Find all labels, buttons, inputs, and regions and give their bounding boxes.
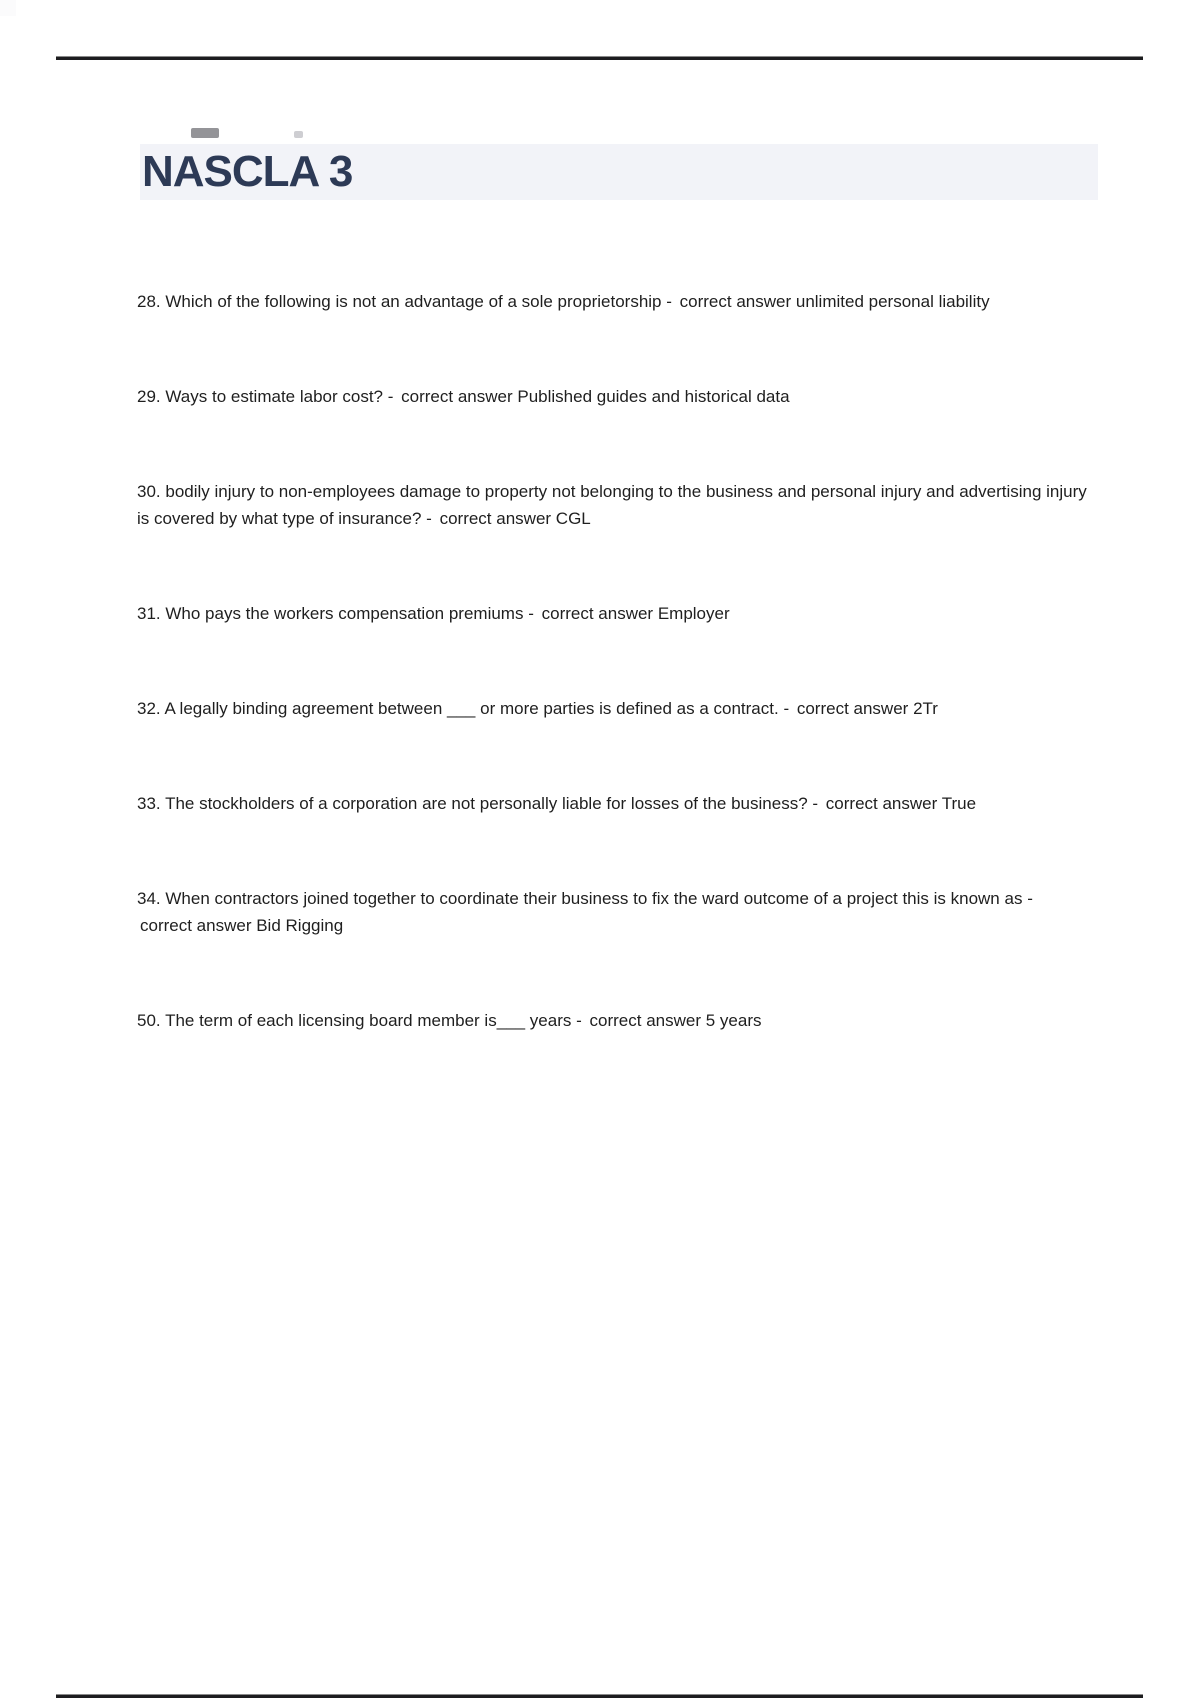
qa-item xyxy=(137,885,1087,939)
qa-dash: - xyxy=(576,1011,582,1030)
qa-item xyxy=(137,383,1087,410)
scan-artifact xyxy=(191,128,219,138)
qa-dash: - xyxy=(528,604,534,623)
qa-answer-label: correct answer xyxy=(796,699,909,718)
qa-item xyxy=(137,1007,1087,1034)
qa-list xyxy=(137,288,1087,1102)
qa-answer: Bid Rigging xyxy=(256,916,344,935)
qa-answer-label: correct answer xyxy=(679,292,792,311)
qa-item xyxy=(137,288,1087,315)
qa-answer: unlimited personal liability xyxy=(795,292,990,311)
qa-number: 28. xyxy=(137,292,161,311)
qa-answer-label: correct answer xyxy=(140,916,252,935)
qa-answer: CGL xyxy=(555,509,591,528)
qa-dash: - xyxy=(426,509,432,528)
qa-answer-label: correct answer xyxy=(825,794,938,813)
qa-answer: Employer xyxy=(657,604,730,623)
qa-dash: - xyxy=(387,387,394,406)
qa-question: The stockholders of a corporation are not personally liable for losses of the business? xyxy=(165,794,808,813)
qa-answer: 5 years xyxy=(705,1011,762,1030)
qa-question: The term of each licensing board member is___ years xyxy=(165,1011,572,1030)
qa-question: When contractors joined together to coordinate their business to fix the ward outcome of a project this is known as xyxy=(165,889,1023,908)
qa-number: 32. xyxy=(137,699,161,718)
corner-smudge xyxy=(0,0,16,16)
scan-artifact xyxy=(294,131,303,138)
qa-question: bodily injury to non-employees damage to property not belonging to the business and personal injury and advertising injury is covered by what type of insurance? xyxy=(137,482,1087,528)
qa-number: 30. xyxy=(137,482,161,501)
qa-dash: - xyxy=(812,794,819,813)
qa-question: Who pays the workers compensation premiums xyxy=(165,604,524,623)
qa-dash: - xyxy=(1027,889,1033,908)
title-highlight-bar xyxy=(140,144,1098,200)
qa-number: 50. xyxy=(137,1011,161,1030)
qa-answer: 2Tr xyxy=(913,699,938,718)
qa-answer: Published guides and historical data xyxy=(517,387,790,406)
qa-number: 31. xyxy=(137,604,161,623)
qa-answer-label: correct answer xyxy=(589,1011,701,1030)
qa-answer-label: correct answer xyxy=(401,387,513,406)
qa-item xyxy=(137,790,1087,817)
qa-answer: True xyxy=(941,794,977,813)
qa-answer-label: correct answer xyxy=(541,604,654,623)
qa-item xyxy=(137,600,1087,627)
page-title: NASCLA 3 xyxy=(142,147,353,196)
qa-question: A legally binding agreement between ___ or more parties is defined as a contract. xyxy=(164,699,779,718)
qa-number: 33. xyxy=(137,794,161,813)
qa-question: Ways to estimate labor cost? xyxy=(165,387,383,406)
qa-item xyxy=(137,478,1087,532)
qa-number: 29. xyxy=(137,387,161,406)
qa-answer-label: correct answer xyxy=(439,509,552,528)
qa-dash: - xyxy=(783,699,790,718)
qa-item xyxy=(137,695,1087,722)
bottom-rule xyxy=(56,1694,1143,1698)
qa-question: Which of the following is not an advantage of a sole proprietorship xyxy=(165,292,662,311)
qa-number: 34. xyxy=(137,889,161,908)
qa-dash: - xyxy=(666,292,672,311)
top-rule xyxy=(56,56,1143,60)
